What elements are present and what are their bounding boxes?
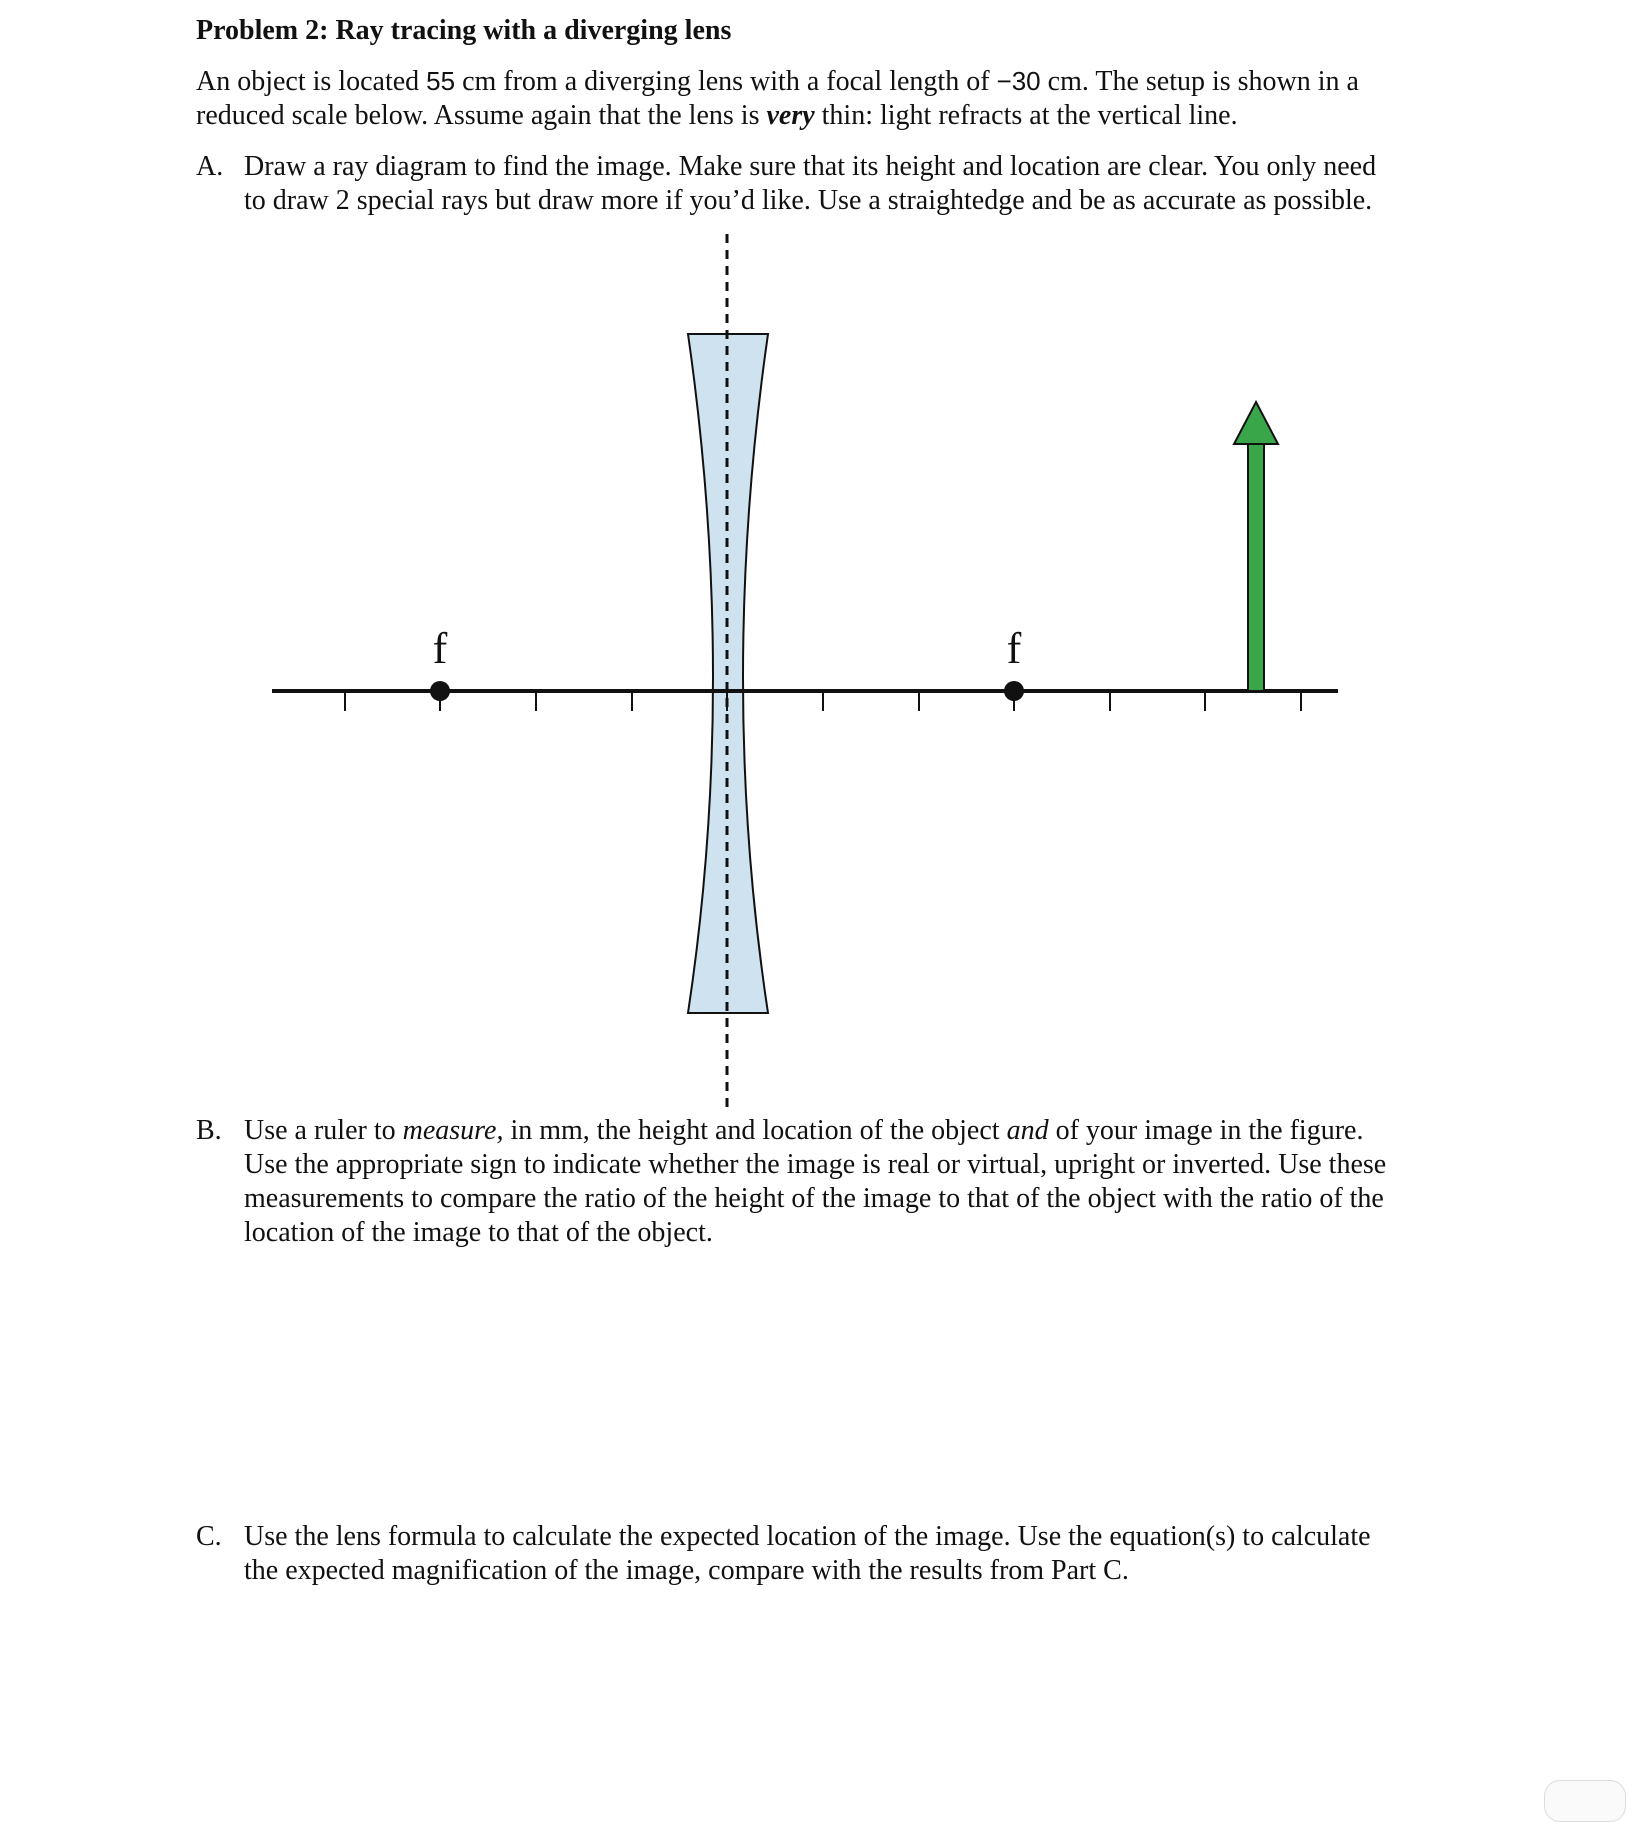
part-a-letter: A. xyxy=(196,151,224,182)
part-c-letter: C. xyxy=(196,1521,222,1552)
part-b-line-2: Use the appropriate sign to indicate whether the image is real or virtual, upright or inverted. Use these xyxy=(244,1149,1387,1180)
object-arrow-shaft xyxy=(1248,442,1264,691)
part-b-text xyxy=(244,1114,1504,1250)
part-b-text-run: in mm, the height and location of the object xyxy=(503,1115,1007,1146)
corner-widget xyxy=(1544,1780,1626,1822)
problem-title: Problem 2: Ray tracing with a diverging lens xyxy=(196,15,732,46)
intro-text: thin: light refracts at the vertical line. xyxy=(814,100,1238,131)
part-a-line-1: Draw a ray diagram to find the image. Make sure that its height and location are clear. You only need xyxy=(244,151,1377,182)
part-b-letter: B. xyxy=(196,1115,222,1146)
emphasis-very: very xyxy=(766,100,815,131)
part-c-text xyxy=(244,1520,1504,1588)
object-arrow xyxy=(1234,402,1278,691)
focal-point-left xyxy=(430,681,450,701)
part-b-text-run: of your image in the figure. xyxy=(1048,1115,1364,1146)
focal-label-left: f xyxy=(432,624,448,673)
part-c-line-2: the expected magnification of the image, compare with the results from Part C. xyxy=(244,1555,1129,1586)
part-c-line-1: Use the lens formula to calculate the expected location of the image. Use the equation(s) to calculate xyxy=(244,1521,1371,1552)
intro-text: reduced scale below. Assume again that the lens is xyxy=(196,100,767,131)
axis-ticks xyxy=(345,691,1301,711)
emphasis-measure: measure, xyxy=(402,1115,504,1146)
intro-text: An object is located xyxy=(196,66,427,97)
focal-label-right: f xyxy=(1006,624,1022,673)
object-distance-value: 55 xyxy=(426,66,456,96)
part-b-line-4: location of the image to that of the object. xyxy=(244,1217,713,1248)
focal-length-value: −30 xyxy=(996,66,1041,96)
part-b-text-run: Use a ruler to xyxy=(244,1115,403,1146)
emphasis-and: and xyxy=(1006,1115,1049,1146)
object-arrow-head xyxy=(1234,402,1278,444)
part-b-line-1 xyxy=(244,1114,1504,1148)
part-b-line-3: measurements to compare the ratio of the height of the image to that of the object with the ratio of the xyxy=(244,1183,1384,1214)
focal-point-right xyxy=(1004,681,1024,701)
intro-text: cm. The setup is shown in a xyxy=(1040,66,1359,97)
part-a-line-2: to draw 2 special rays but draw more if you’d like. Use a straightedge and be as accurate as possible. xyxy=(244,185,1373,216)
intro-text: cm from a diverging lens with a focal length of xyxy=(455,66,997,97)
